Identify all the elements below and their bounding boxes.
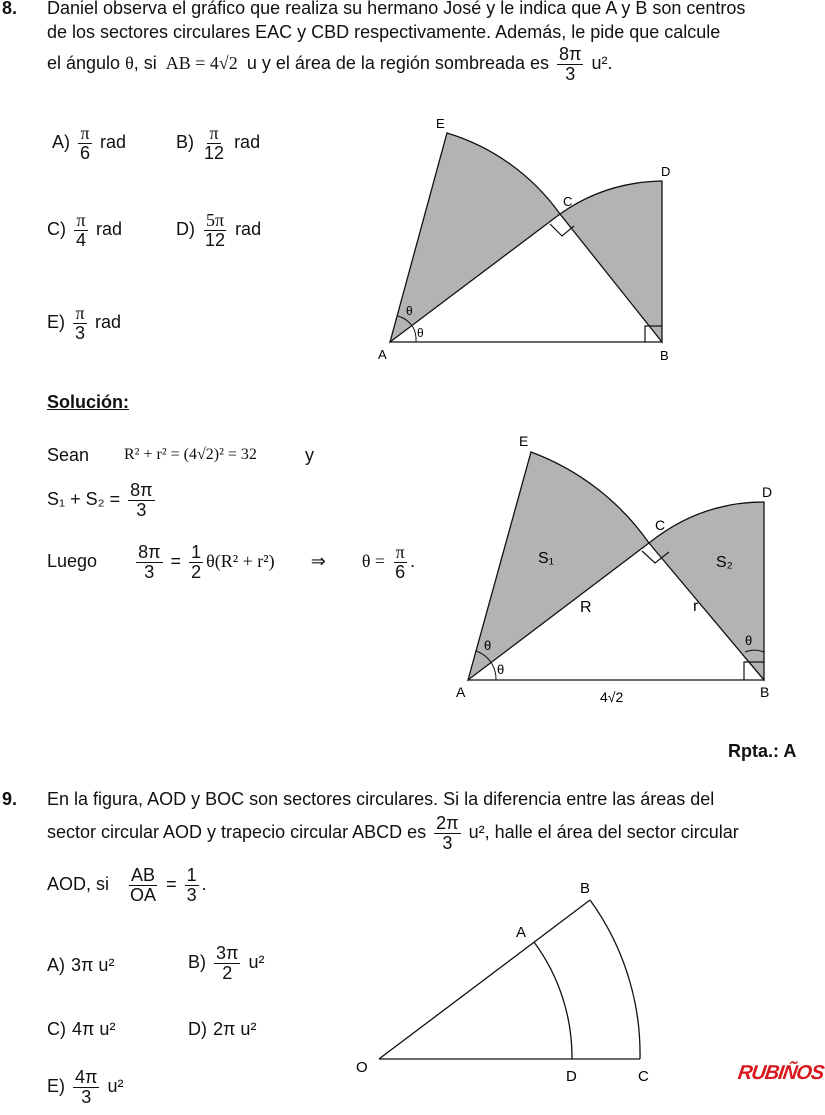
fraction-denominator: 2 <box>222 962 233 983</box>
fraction-denominator: 3 <box>565 63 576 84</box>
area-unit: u² <box>591 53 608 74</box>
option-unit: rad <box>235 219 262 240</box>
fraction-numerator: π <box>75 303 85 323</box>
fraction-numerator: π <box>395 542 405 562</box>
fraction-numerator: 4π <box>75 1067 98 1087</box>
option-value: 4π u² <box>72 1019 116 1039</box>
problem-8-line1: Daniel observa el gráfico que realiza su hermano José y le indica que A y B son centros <box>47 0 746 18</box>
fraction-denominator: 4 <box>76 229 87 250</box>
text: u², halle el área del sector circular <box>468 822 739 843</box>
theta-symbol: θ <box>125 53 134 74</box>
ab-equation: AB = 4√2 <box>165 53 238 74</box>
text: u y el área de la región sombreada es <box>246 53 549 74</box>
fraction-denominator: 3 <box>75 322 86 343</box>
fraction-denominator: 3 <box>144 561 155 582</box>
option-unit: rad <box>234 132 261 153</box>
label-r-small: r <box>693 598 699 615</box>
theta-eq: θ = <box>361 551 386 572</box>
option-unit: rad <box>100 132 127 153</box>
problem-9-line1: En la figura, AOD y BOC son sectores circulares. Si la diferencia entre las áreas del <box>47 789 715 809</box>
arc-ad <box>534 942 572 1059</box>
fraction-numerator: 8π <box>130 480 153 500</box>
label-e: E <box>519 433 529 449</box>
label-s1: S₁ <box>538 550 555 567</box>
fraction-denominator: 3 <box>81 1086 92 1107</box>
label-d: D <box>661 164 671 179</box>
luego-text: Luego <box>47 551 98 572</box>
label-e: E <box>436 116 445 131</box>
text: el ángulo <box>47 53 121 74</box>
fraction-numerator: 2π <box>436 813 459 833</box>
option-value: 2π u² <box>213 1019 257 1039</box>
option-label: E) <box>47 312 65 333</box>
fraction-denominator: 2 <box>191 561 202 582</box>
solution-title: Solución: <box>47 392 129 412</box>
label-a: A <box>378 347 387 362</box>
label-b: B <box>660 348 669 363</box>
label-r-big: R <box>580 599 592 616</box>
theta-expression: θ(R² + r²) <box>206 551 275 572</box>
segment-ob <box>379 900 590 1059</box>
label-o: O <box>356 1059 368 1076</box>
fraction-denominator: 3 <box>136 499 147 520</box>
equals: = <box>170 551 182 572</box>
label-c: C <box>638 1068 649 1085</box>
text: AOD, si <box>47 874 110 895</box>
option-label: D) <box>176 219 195 240</box>
fraction-numerator: 5π <box>205 210 225 230</box>
text: , si <box>133 53 157 74</box>
fraction-denominator: 6 <box>395 561 406 582</box>
solution-y: y <box>305 445 314 465</box>
fraction-numerator: π <box>76 210 86 230</box>
label-a: A <box>516 924 527 941</box>
fraction-numerator: π <box>209 123 219 143</box>
fraction-denominator: 12 <box>205 229 226 250</box>
option-value: 3π u² <box>71 955 115 975</box>
option-label: B) <box>188 952 206 973</box>
label-c: C <box>563 194 573 209</box>
label-b: B <box>580 880 591 897</box>
option-unit: rad <box>96 219 123 240</box>
option-label: C) <box>47 1019 66 1039</box>
label-base: 4√2 <box>600 689 624 705</box>
theta-label-bottom: θ <box>497 662 505 677</box>
publisher-logo: RUBIÑOS <box>736 1062 825 1084</box>
theta-label-b: θ <box>745 633 753 648</box>
option-unit: u² <box>107 1076 124 1097</box>
fraction-denominator: OA <box>130 884 157 905</box>
theta-label-top: θ <box>406 304 413 318</box>
solution-luego-line: Luego $\frac{8\pi}{3}$ = $\frac{1}{2}$ θ(R² + r²) ⇒ θ = $\frac{\pi}{6}$ . <box>47 542 416 582</box>
fraction-denominator: 12 <box>204 142 225 163</box>
fraction-denominator: 6 <box>80 142 91 163</box>
label-d: D <box>566 1068 577 1085</box>
label-d: D <box>762 484 773 500</box>
answer: Rpta.: A <box>728 741 797 761</box>
option-label: B) <box>176 132 194 153</box>
problem-9-number: 9. <box>2 789 18 809</box>
option-unit: u² <box>248 952 265 973</box>
fraction-denominator: 3 <box>442 832 453 853</box>
label-c: C <box>655 517 666 533</box>
option-unit: rad <box>95 312 122 333</box>
fraction-numerator: 8π <box>559 44 582 64</box>
fraction-numerator: 3π <box>216 943 239 963</box>
option-label: D) <box>188 1019 207 1039</box>
label-b: B <box>760 684 770 700</box>
problem-8-number: 8. <box>2 0 18 18</box>
label-a: A <box>456 684 466 700</box>
solution-eq1: R² + r² = (4√2)² = 32 <box>124 446 257 463</box>
option-label: E) <box>47 1076 65 1097</box>
fraction-numerator: 8π <box>138 542 161 562</box>
solution-sean: Sean <box>47 445 90 465</box>
fraction-numerator: 1 <box>186 865 197 885</box>
arc-bc <box>590 900 640 1059</box>
option-label: C) <box>47 219 66 240</box>
text: sector circular AOD y trapecio circular ABCD es <box>47 822 427 843</box>
implies-symbol: ⇒ <box>310 551 326 572</box>
label-s2: S₂ <box>716 554 733 571</box>
equals: = <box>166 874 177 895</box>
s-sum: S₁ + S₂ = <box>47 489 121 510</box>
option-label: A) <box>47 955 65 975</box>
option-label: A) <box>52 132 70 153</box>
period: . <box>607 53 613 74</box>
fraction-numerator: AB <box>131 865 156 885</box>
problem-9-line3: AOD, si $\frac{AB}{OA}$ = $\frac{1}{3}$ . <box>47 865 207 905</box>
theta-label-bottom: θ <box>417 326 424 340</box>
theta-label-top: θ <box>484 638 492 653</box>
problem-8-line2: de los sectores circulares EAC y CBD respectivamente. Además, le pide que calcule <box>47 22 721 42</box>
fraction-numerator: π <box>80 123 90 143</box>
fraction-denominator: 3 <box>186 884 197 905</box>
fraction-numerator: 1 <box>191 542 202 562</box>
